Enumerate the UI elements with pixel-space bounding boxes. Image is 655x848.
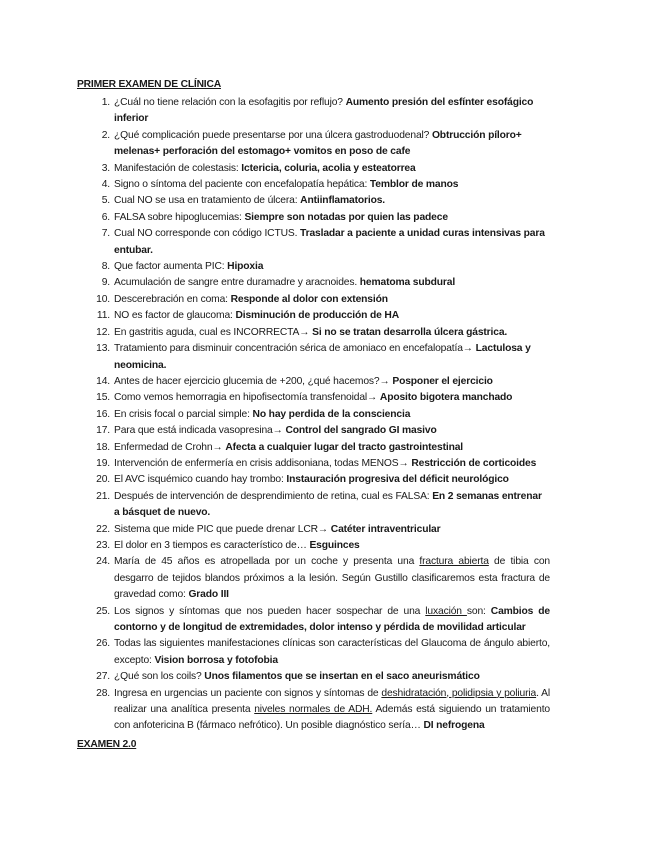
answer-text: Catéter intraventricular [330, 523, 441, 535]
answer-text: Temblor de manos [369, 179, 459, 191]
question-text: son: [466, 605, 491, 617]
question-text: En gastritis aguda, cual es INCORRECTA→ [114, 326, 313, 338]
question-text: . Al realizar una analítica presenta [114, 687, 550, 716]
question-text: NO es factor de glaucoma: [114, 310, 236, 322]
question-item: 5. Cual NO se usa en tratamiento de úlcera: Antiinflamatorios. [101, 195, 386, 207]
question-item: 17. Para que está indicada vasopresina→ Control del sangrado GI masivo [96, 425, 437, 437]
question-text: Antes de hacer ejercicio glucemia de +200, ¿qué hacemos?→ [114, 375, 393, 387]
question-list [77, 95, 550, 735]
answer-text: Obtrucción píloro+ melenas+ perforación del estomago+ vomitos en poso de cafe [114, 129, 522, 158]
underlined-term: niveles normales de ADH. [254, 704, 373, 716]
exam2-title: EXAMEN 2.0 [77, 739, 137, 750]
question-item: 8. Que factor aumenta PIC: Hipoxia [101, 261, 264, 273]
question-item: 27. ¿Qué son los coils? Unos filamentos que se insertan en el saco aneurismático [96, 671, 480, 683]
answer-text: DI nefrogena [423, 720, 485, 732]
question-text: Tratamiento para disminuir concentración sérica de amoniaco en encefalopatía→ [114, 343, 476, 355]
question-text: FALSA sobre hipoglucemias: [114, 211, 245, 223]
question-item: 15. Como vemos hemorragia en hipofisectomía transfenoidal→ Aposito bigotera manchado [96, 392, 513, 404]
underlined-term: fractura abierta [419, 556, 489, 568]
answer-text: Hipoxia [227, 261, 264, 273]
question-text: Descerebración en coma: [114, 293, 231, 305]
answer-text: Posponer el ejercicio [392, 375, 493, 387]
question-text: Ingresa en urgencias un paciente con signos y síntomas de [114, 687, 382, 699]
question-text: Cual NO corresponde con código ICTUS. [114, 228, 301, 240]
question-text: El dolor en 3 tiempos es característico de… [114, 539, 310, 551]
question-text: Cual NO se usa en tratamiento de úlcera: [114, 195, 301, 207]
question-item: 18. Enfermedad de Crohn→ Afecta a cualquier lugar del tracto gastrointestinal [96, 441, 463, 453]
question-item: 22. Sistema que mide PIC que puede drenar LCR→ Catéter intraventricular [96, 523, 441, 535]
underlined-term: deshidratación, polidipsia y poliuria [381, 687, 537, 699]
answer-text: Lactulosa y neomicina. [114, 343, 531, 371]
question-text: El AVC isquémico cuando hay trombo: [114, 474, 287, 486]
question-item: 7. Cual NO corresponde con código ICTUS. Trasladar a paciente a unidad curas intensivas para entubar. [101, 228, 545, 256]
underlined-term: luxación [425, 605, 467, 617]
question-item: 16. En crisis focal o parcial simple: No hay perdida de la consciencia [96, 408, 411, 420]
question-item: 28. Ingresa en urgencias un paciente con signos y síntomas de deshidratación, polidipsia y poliuria. Al realizar una analítica presenta niveles normales de ADH. Además está siguiendo un tratamiento con anfotericina B (fármaco nefrótico). Un posible diagnóstico sería… DI nefrogena [96, 687, 551, 732]
answer-text: Restricción de corticoides [411, 457, 537, 469]
answer-text: Unos filamentos que se insertan en el saco aneurismático [204, 671, 480, 683]
question-item: 9. Acumulación de sangre entre duramadre y aracnoides. hematoma subdural [101, 277, 456, 289]
question-item: 1. ¿Cuál no tiene relación con la esofagitis por reflujo? Aumento presión del esfínter esofágico inferior [101, 97, 534, 125]
question-text: María de 45 años es atropellada por un coche y presenta una [114, 556, 420, 568]
question-item: 13. Tratamiento para disminuir concentración sérica de amoniaco en encefalopatía→ Lactulosa y neomicina. [96, 343, 531, 371]
answer-text: Aposito bigotera manchado [379, 392, 513, 404]
question-text: Enfermedad de Crohn→ [114, 441, 226, 453]
question-text: Acumulación de sangre entre duramadre y aracnoides. [114, 277, 360, 289]
question-item: 21. Después de intervención de desprendimiento de retina, cual es FALSA: En 2 semanas entrenar a básquet de nuevo. [96, 490, 542, 519]
question-text: ¿Qué complicación puede presentarse por una úlcera gastroduodenal? [114, 129, 432, 141]
question-item: 23. El dolor en 3 tiempos es característico de… Esguinces [96, 539, 360, 551]
answer-text: Antiinflamatorios. [300, 195, 386, 207]
answer-text: Trasladar a paciente a unidad curas intensivas para entubar. [114, 228, 545, 256]
answer-text: Vision borrosa y fotofobia [154, 654, 278, 666]
question-text: Signo o síntoma del paciente con encefalopatía hepática: [114, 179, 370, 191]
answer-text: Grado III [188, 589, 229, 601]
question-item: 20. El AVC isquémico cuando hay trombo: Instauración progresiva del déficit neurológico [96, 474, 509, 486]
question-item: 10. Descerebración en coma: Responde al dolor con extensión [96, 293, 388, 305]
answer-text: En 2 semanas entrenar a básquet de nuevo. [114, 490, 542, 519]
question-item: 2. ¿Qué complicación puede presentarse por una úlcera gastroduodenal? Obtrucción píloro+ melenas+ perforación del estomago+ vomitos en poso de cafe [101, 129, 522, 158]
answer-text: Control del sangrado GI masivo [285, 425, 437, 437]
answer-text: Cambios de contorno y de longitud de extremidades, dolor intenso y pérdida de movilidad articular [114, 605, 550, 633]
answer-text: Siempre son notadas por quien las padece [244, 211, 448, 223]
question-item: 24. María de 45 años es atropellada por un coche y presenta una fractura abierta de tibia con desgarro de tejidos blandos próximos a la lesión. Según Gustillo clasificaremos esta fractura de gravedad como: Grado III [96, 556, 551, 601]
question-text: Que factor aumenta PIC: [114, 261, 228, 273]
question-text: Después de intervención de desprendimiento de retina, cual es FALSA: [114, 490, 433, 502]
question-text: ¿Cuál no tiene relación con la esofagitis por reflujo? [114, 97, 346, 108]
answer-text: Responde al dolor con extensión [230, 293, 388, 305]
question-item: 14. Antes de hacer ejercicio glucemia de +200, ¿qué hacemos?→ Posponer el ejercicio [96, 375, 493, 387]
question-item: 19. Intervención de enfermería en crisis addisoniana, todas MENOS→ Restricción de corticoides [96, 457, 537, 469]
answer-text: Si no se tratan desarrolla úlcera gástrica. [312, 326, 508, 338]
question-item: 3. Manifestación de colestasis: Ictericia, coluria, acolia y esteatorrea [101, 162, 416, 174]
answer-text: Aumento presión del esfínter esofágico inferior [114, 97, 534, 125]
question-item: 25. Los signos y síntomas que nos pueden hacer sospechar de una luxación son: Cambios de contorno y de longitud de extremidades, dolor intenso y pérdida de movilidad articular [96, 605, 550, 633]
question-text: En crisis focal o parcial simple: [114, 408, 253, 420]
question-text: Todas las siguientes manifestaciones clínicas son características del Glaucoma de ángulo abierto, excepto: [114, 638, 550, 666]
question-text: Además está siguiendo un tratamiento con anfotericina B (fármaco nefrótico). Un posible diagnóstico sería… [114, 704, 551, 732]
question-text: Sistema que mide PIC que puede drenar LCR→ [114, 523, 331, 535]
answer-text: No hay perdida de la consciencia [252, 408, 411, 420]
exam-title: PRIMER EXAMEN DE CLÍNICA [77, 79, 221, 90]
question-text: Los signos y síntomas que nos pueden hacer sospechar de una [114, 605, 426, 617]
question-text: Para que está indicada vasopresina→ [114, 425, 286, 437]
question-item: 26. Todas las siguientes manifestaciones clínicas son características del Glaucoma de ángulo abierto, excepto: Vision borrosa y fotofobia [96, 638, 550, 666]
question-item: 4. Signo o síntoma del paciente con encefalopatía hepática: Temblor de manos [101, 179, 459, 191]
answer-text: Instauración progresiva del déficit neurológico [286, 474, 509, 486]
answer-text: Afecta a cualquier lugar del tracto gastrointestinal [225, 441, 463, 453]
question-text: Manifestación de colestasis: [114, 162, 242, 174]
question-text: Intervención de enfermería en crisis addisoniana, todas MENOS→ [114, 457, 412, 469]
question-text: de tibia con desgarro de tejidos blandos próximos a la lesión. Según Gustillo clasificaremos esta fractura de gravedad como: [114, 556, 551, 601]
question-item: 11. NO es factor de glaucoma: Disminución de producción de HA [96, 310, 399, 322]
answer-text: Ictericia, coluria, acolia y esteatorrea [241, 162, 416, 174]
question-text: Como vemos hemorragia en hipofisectomía transfenoidal→ [114, 392, 380, 404]
question-item: 6. FALSA sobre hipoglucemias: Siempre son notadas por quien las padece [101, 211, 448, 223]
question-text: ¿Qué son los coils? [114, 671, 205, 683]
answer-text: Esguinces [309, 539, 360, 551]
answer-text: Disminución de producción de HA [235, 310, 399, 322]
question-item: 12. En gastritis aguda, cual es INCORRECTA→ Si no se tratan desarrolla úlcera gástrica. [96, 326, 508, 338]
answer-text: hematoma subdural [359, 277, 456, 289]
